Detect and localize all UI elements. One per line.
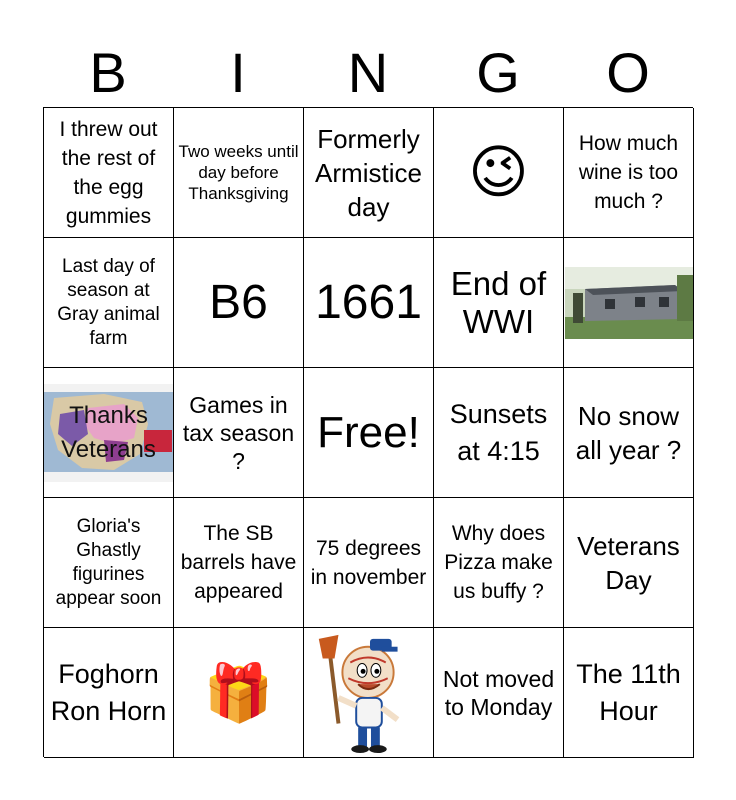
cell-text: Last day of season at Gray animal farm <box>57 255 160 349</box>
bingo-cell[interactable] <box>174 238 304 368</box>
cell-text: How much wine is too much ? <box>578 132 679 213</box>
cell-text: Games in tax season ? <box>182 391 295 474</box>
bingo-cell[interactable] <box>174 498 304 628</box>
cell-text: 1661 <box>315 275 422 329</box>
bingo-cell[interactable] <box>44 498 174 628</box>
cell-text: Sunsets at 4:15 <box>449 398 548 466</box>
bingo-cell[interactable] <box>564 368 694 498</box>
header-letter-o: O <box>606 41 650 104</box>
bingo-cell[interactable] <box>304 498 434 628</box>
bingo-header <box>43 40 693 106</box>
bingo-cell[interactable] <box>44 238 174 368</box>
gift-icon: 🎁 <box>203 660 274 724</box>
header-letter-n: N <box>347 41 389 104</box>
cell-text: Not moved to Monday <box>442 665 555 720</box>
bingo-cell[interactable] <box>434 108 564 238</box>
cell-text: Why does Pizza make us buffy ? <box>444 522 553 603</box>
cell-text: Foghorn Ron Horn <box>50 658 167 726</box>
bingo-cell[interactable] <box>434 238 564 368</box>
cell-text: Gloria's Ghastly figurines appear soon <box>55 515 162 609</box>
cell-text: 75 degrees in november <box>310 536 427 589</box>
cell-text: Veterans Day <box>577 530 680 595</box>
cell-text: End of WWI <box>450 264 547 340</box>
bingo-cell[interactable] <box>434 498 564 628</box>
bingo-cell[interactable] <box>304 108 434 238</box>
winking-face-icon: 😉 <box>468 139 529 205</box>
bingo-cell free-space[interactable] <box>304 368 434 498</box>
bingo-cell[interactable] <box>434 628 564 758</box>
header-letter-i: I <box>230 41 246 104</box>
bingo-cell[interactable] <box>434 368 564 498</box>
cell-text: No snow all year ? <box>575 400 682 465</box>
header-letter-b: B <box>89 41 127 104</box>
bingo-grid <box>43 107 693 757</box>
bingo-cell[interactable] <box>564 238 694 368</box>
bingo-cell[interactable] <box>564 628 694 758</box>
bingo-cell[interactable] <box>44 108 174 238</box>
cell-text: The 11th Hour <box>576 658 681 726</box>
free-space-text: Free! <box>317 407 420 457</box>
bingo-cell[interactable] <box>564 498 694 628</box>
header-letter-g: G <box>476 41 520 104</box>
bingo-cell[interactable] <box>44 628 174 758</box>
bingo-cell[interactable] <box>174 108 304 238</box>
bingo-cell[interactable] <box>304 238 434 368</box>
bingo-cell[interactable] <box>174 628 304 758</box>
house-photo <box>565 267 693 339</box>
cell-text: The SB barrels have appeared <box>180 522 297 603</box>
cell-text: I threw out the rest of the egg gummies <box>59 117 158 228</box>
cell-text: Formerly Armistice day <box>315 123 422 222</box>
cell-text: B6 <box>209 275 268 329</box>
bingo-cell[interactable] <box>564 108 694 238</box>
bingo-cell[interactable] <box>304 628 434 758</box>
bingo-cell[interactable] <box>174 368 304 498</box>
mascot-with-broom-image <box>305 629 433 757</box>
bingo-cell[interactable] <box>44 368 174 498</box>
cell-text: Two weeks until day before Thanksgiving <box>178 142 299 203</box>
cell-text: Thanks Veterans <box>61 401 156 463</box>
